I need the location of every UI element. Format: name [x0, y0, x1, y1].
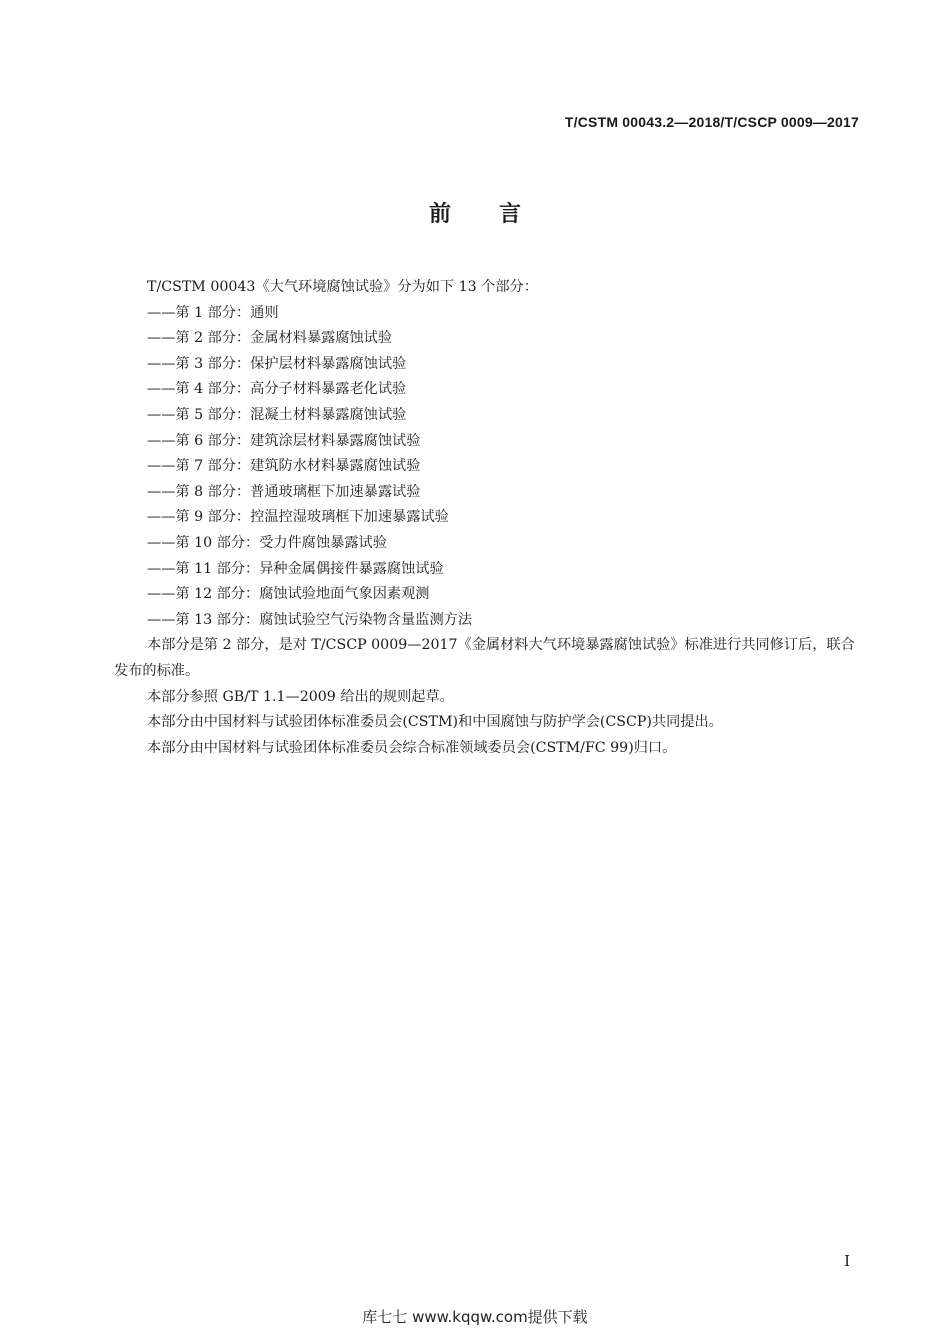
list-item: ——第 13 部分：腐蚀试验空气污染物含量监测方法: [147, 611, 473, 628]
page-number: I: [844, 1252, 850, 1270]
list-item: ——第 9 部分：控温控湿玻璃框下加速暴露试验: [147, 509, 449, 526]
list-item: ——第 7 部分：建筑防水材料暴露腐蚀试验: [147, 458, 421, 475]
list-item: ——第 10 部分：受力件腐蚀暴露试验: [147, 534, 387, 551]
list-item: ——第 6 部分：建筑涂层材料暴露腐蚀试验: [147, 432, 421, 449]
list-item: ——第 1 部分：通则: [147, 304, 279, 321]
list-item: ——第 2 部分：金属材料暴露腐蚀试验: [147, 330, 393, 347]
parts-list: [114, 301, 864, 634]
list-item: ——第 3 部分：保护层材料暴露腐蚀试验: [147, 355, 407, 372]
paragraph-administration: 本部分由中国材料与试验团体标准委员会综合标准领域委员会(CSTM/FC 99)归口。: [147, 739, 677, 756]
page-title: 前言: [428, 202, 569, 227]
download-watermark: 库七七 www.kqqw.com提供下载: [362, 1308, 588, 1326]
list-item: ——第 4 部分：高分子材料暴露老化试验: [147, 381, 407, 398]
intro-line: T/CSTM 00043《大气环境腐蚀试验》分为如下 13 个部分：: [147, 279, 538, 295]
paragraph-revision: 本部分是第 2 部分，是对 T/CSCP 0009—2017《金属材料大气环境暴露腐蚀试验》标准进行共同修订后，联合发布的标准。: [114, 637, 855, 679]
document-body: [114, 275, 864, 761]
standard-code: T/CSTM 00043.2—2018/T/CSCP 0009—2017: [564, 114, 859, 130]
paragraph-drafting-rules: 本部分参照 GB/T 1.1—2009 给出的规则起草。: [147, 688, 454, 705]
list-item: ——第 5 部分：混凝土材料暴露腐蚀试验: [147, 406, 407, 423]
list-item: ——第 8 部分：普通玻璃框下加速暴露试验: [147, 483, 421, 500]
list-item: ——第 12 部分：腐蚀试验地面气象因素观测: [147, 586, 430, 603]
list-item: ——第 11 部分：异种金属偶接件暴露腐蚀试验: [147, 560, 444, 577]
paragraph-proposer: 本部分由中国材料与试验团体标准委员会(CSTM)和中国腐蚀与防护学会(CSCP)共同提出。: [147, 714, 723, 731]
